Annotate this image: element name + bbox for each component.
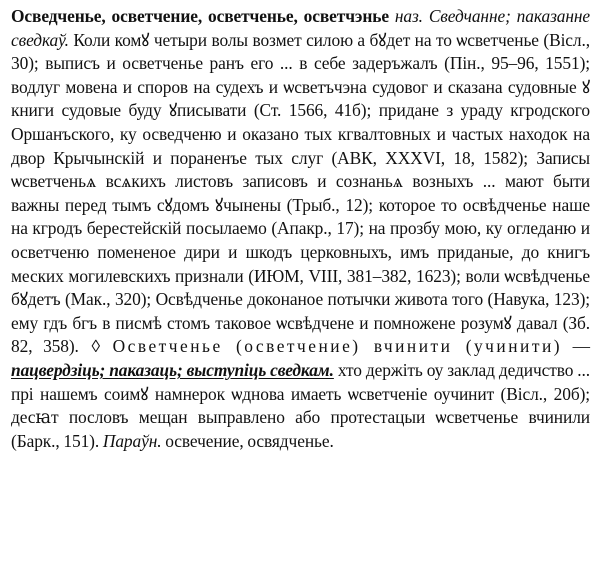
dictionary-entry — [11, 5, 590, 453]
phrase-dash: — — [562, 336, 590, 357]
phrase-definition: пацвердзіць; паказаць; выступіць сведкам. — [11, 359, 334, 380]
compare-refs: освечение, освядченье. — [161, 430, 334, 451]
entry-headword: Осведченье, осветчение, осветченье, осветчэнье — [11, 6, 389, 26]
compare-label: Параўн. — [102, 430, 162, 451]
part-of-speech: наз. — [394, 6, 423, 26]
entry-definition: Сведчанне; паказанне сведкаў. — [11, 6, 591, 50]
citations-block: Коли комꙋ четыри волы возмет силою а бꙋдет на то ѡсветченье (Вісл., 30); выписъ и осветченье ранъ его ... в себе задеръжалъ (Пін., 95–96, 1551); водлуг мовена и споров на судехъ и ѡсветъчэна судовог и сказана судовные ꙋ книги судовые буду ꙋписывати (Ст. 1566, 41б); придане з ураду кгродского Оршанъского, ку осведченю и оказано тых кгвалтовных и частых находок на двор Крычынскій и пораненъе тых слуг (АВК, XXXVI, 18, 1582); Записы ѡсветченьѧ всѧкихъ листовъ записовъ и сознаньѧ возныхъ ... мают быти важны перед тымъ сꙋдомъ ꙋчынены (Трыб., 12); которое то освѣдченье наше на кгродъ берестейскій посылаемо (Апакр., 17); на прозбу мою, ку огледаню и осветченю помененое дири и шкодъ церковныхъ, имъ приданые, до книгъ меских могилевскихъ признали (ИЮМ, VIII, 381–382, 1623); воли ѡсвѣдченье бꙋдетъ (Мак., 320); Освѣдченье доконаное потычки живота того (Навука, 123); ему гдъ бгъ в писмѣ стомъ таковое ѡсвѣдчене и помножене розумꙋ давал (Зб. 82, 358). — [11, 29, 590, 357]
phrase-marker: ◊ — [91, 336, 100, 357]
phrase-headword: Осветченье (осветчение) вчинити (учинити) — [112, 336, 563, 357]
phrase-citations: хто держіть оу заклад дедичство ... прі нашемъ соимꙋ намнерок ѡднова имаеть ѡсветченіе оучинит (Вісл., 20б); десꙗт пословъ мещан выправлено або протестацыи ѡсветченье вчинили (Барк., 151). — [11, 359, 590, 451]
